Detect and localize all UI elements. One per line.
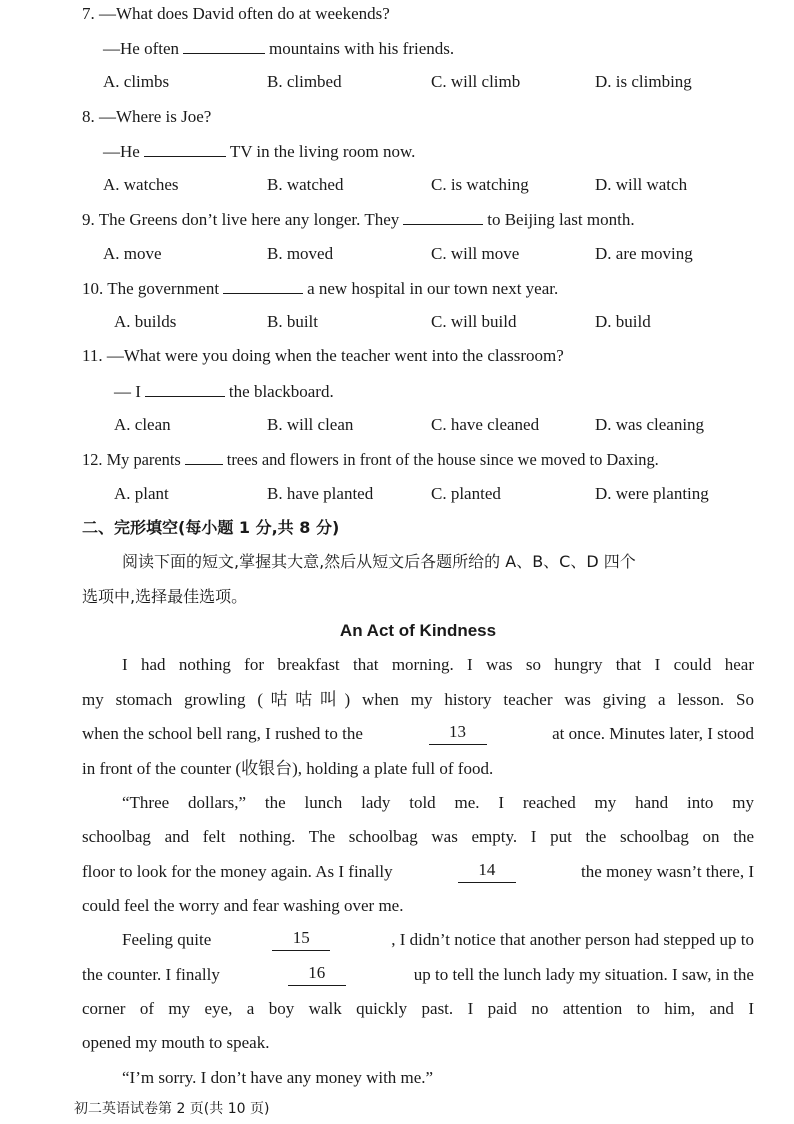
question-8-blank: [144, 140, 226, 157]
question-9-option-a: A. move: [103, 244, 162, 263]
question-10-option-a: A. builds: [114, 312, 177, 331]
passage-p3-line-1-post: , I didn’t notice that another person had stepped up to: [391, 930, 754, 949]
passage-p2-line-3-pre: floor to look for the money again. As I finally: [82, 862, 393, 881]
question-11-stem: 11. —What were you doing when the teacher went into the classroom?: [82, 346, 564, 365]
question-11-response-post: the blackboard.: [228, 382, 334, 401]
question-12-stem: [82, 448, 659, 471]
question-7-option-c: C. will climb: [431, 72, 521, 91]
question-9-option-c: C. will move: [431, 244, 520, 263]
question-11-blank: [145, 380, 225, 397]
section-instruction-line-2: 选项中,选择最佳选项。: [82, 587, 248, 606]
passage-p3-line-2: [82, 964, 754, 986]
question-10-option-c: C. will build: [431, 312, 517, 331]
passage-title: An Act of Kindness: [339, 621, 497, 640]
passage-p2-line-2: schoolbag and felt nothing. The schoolbag was empty. I put the schoolbag on the: [82, 827, 754, 846]
blank-16: 16: [288, 964, 346, 986]
question-9-stem-post: to Beijing last month.: [487, 210, 635, 229]
question-9-blank: [403, 208, 483, 225]
passage-p1-line-2: my stomach growling (咕咕叫) when my history teacher was giving a lesson. So: [82, 690, 754, 709]
question-8-response: [103, 140, 415, 163]
passage-p2-line-4: could feel the worry and fear washing over me.: [82, 896, 404, 915]
page-footer: 初二英语试卷第 2 页(共 10 页): [74, 1101, 270, 1117]
question-11-response-pre: — I: [114, 382, 141, 401]
question-9-option-b: B. moved: [267, 244, 334, 263]
passage-p1-line-1: I had nothing for breakfast that morning. I was so hungry that I could hear: [122, 655, 754, 674]
passage-p3-line-2-pre: the counter. I finally: [82, 965, 220, 984]
question-10-stem: [82, 277, 558, 300]
question-12-stem-pre: 12. My parents: [82, 450, 181, 469]
question-11-option-b: B. will clean: [267, 415, 354, 434]
passage-p2-line-3: [82, 861, 754, 883]
question-12-option-d: D. were planting: [595, 484, 709, 503]
question-9-stem: [82, 208, 635, 231]
question-7-option-b: B. climbed: [267, 72, 342, 91]
question-8-stem: 8. —Where is Joe?: [82, 107, 212, 126]
passage-p1-line-4: in front of the counter (收银台), holding a plate full of food.: [82, 759, 494, 778]
question-8-option-b: B. watched: [267, 175, 344, 194]
question-10-stem-pre: 10. The government: [82, 279, 220, 298]
passage-p3-line-3: corner of my eye, a boy walk quickly past. I paid no attention to him, and I: [82, 999, 754, 1018]
question-9-stem-pre: 9. The Greens don’t live here any longer. They: [82, 210, 400, 229]
passage-p3-line-4: opened my mouth to speak.: [82, 1033, 270, 1052]
passage-p1-line-3: [82, 723, 754, 745]
passage-p1-line-3-post: at once. Minutes later, I stood: [552, 724, 754, 743]
question-12-stem-post: trees and flowers in front of the house since we moved to Daxing.: [226, 450, 659, 469]
question-11-option-c: C. have cleaned: [431, 415, 540, 434]
question-9-option-d: D. are moving: [595, 244, 693, 263]
passage-p3-line-1: [122, 929, 754, 951]
blank-14: 14: [458, 861, 516, 883]
question-8-response-pre: —He: [103, 142, 140, 161]
question-7-response-pre: —He often: [103, 39, 180, 58]
question-8-option-d: D. will watch: [595, 175, 688, 194]
question-12-option-c: C. planted: [431, 484, 501, 503]
question-7-response-post: mountains with his friends.: [269, 39, 455, 58]
passage-p2-line-3-post: the money wasn’t there, I: [581, 862, 754, 881]
question-10-option-d: D. build: [595, 312, 651, 331]
question-12-option-b: B. have planted: [267, 484, 374, 503]
question-8-response-post: TV in the living room now.: [229, 142, 416, 161]
passage-p3-line-2-post: up to tell the lunch lady my situation. I saw, in the: [413, 965, 754, 984]
question-12-blank: [185, 448, 223, 465]
question-10-blank: [223, 277, 303, 294]
question-11-option-d: D. was cleaning: [595, 415, 705, 434]
question-7-response: [103, 37, 454, 60]
passage-p4-line-1: “I’m sorry. I don’t have any money with me.”: [122, 1068, 434, 1087]
question-12-option-a: A. plant: [114, 484, 169, 503]
passage-p3-line-1-pre: Feeling quite: [122, 930, 212, 949]
question-10-stem-post: a new hospital in our town next year.: [307, 279, 559, 298]
question-7-option-d: D. is climbing: [595, 72, 692, 91]
question-8-option-c: C. is watching: [431, 175, 529, 194]
section-instruction-line-1: 阅读下面的短文,掌握其大意,然后从短文后各题所给的 A、B、C、D 四个: [122, 552, 636, 571]
question-11-option-a: A. clean: [114, 415, 171, 434]
section-heading: 二、完形填空(每小题 1 分,共 8 分): [82, 518, 340, 537]
blank-15: 15: [272, 929, 330, 951]
question-7-option-a: A. climbs: [103, 72, 170, 91]
question-8-option-a: A. watches: [103, 175, 179, 194]
question-7-blank: [183, 37, 265, 54]
question-11-response: [114, 380, 334, 403]
question-10-option-b: B. built: [267, 312, 319, 331]
passage-p2-line-1: “Three dollars,” the lunch lady told me. I reached my hand into my: [122, 793, 754, 812]
question-7-stem: 7. —What does David often do at weekends?: [82, 4, 390, 23]
blank-13: 13: [429, 723, 487, 745]
passage-p1-line-3-pre: when the school bell rang, I rushed to the: [82, 724, 363, 743]
